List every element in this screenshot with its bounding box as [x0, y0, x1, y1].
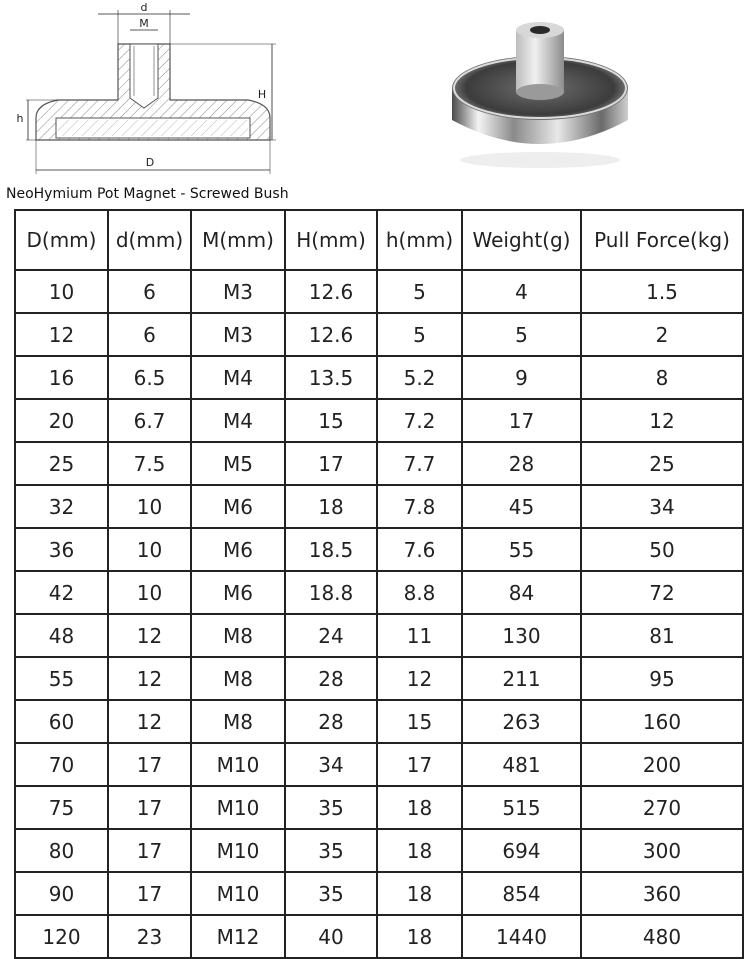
table-cell: 18: [285, 485, 377, 528]
table-cell: 480: [581, 915, 743, 958]
table-row: [15, 915, 743, 958]
table-cell: 11: [377, 614, 462, 657]
column-header: d(mm): [108, 210, 191, 270]
table-cell: 28: [462, 442, 581, 485]
table-cell: 7.2: [377, 399, 462, 442]
specification-table: [14, 209, 744, 959]
table-cell: 7.5: [108, 442, 191, 485]
column-header: M(mm): [191, 210, 285, 270]
table-cell: 24: [285, 614, 377, 657]
column-header: D(mm): [15, 210, 108, 270]
table-cell: 10: [108, 485, 191, 528]
table-cell: 9: [462, 356, 581, 399]
table-row: [15, 442, 743, 485]
table-cell: 70: [15, 743, 108, 786]
table-row: [15, 485, 743, 528]
table-row: [15, 528, 743, 571]
table-cell: 28: [285, 657, 377, 700]
table-row: [15, 829, 743, 872]
table-cell: M4: [191, 399, 285, 442]
table-cell: 45: [462, 485, 581, 528]
table-cell: 12.6: [285, 313, 377, 356]
table-cell: M8: [191, 657, 285, 700]
table-cell: 7.7: [377, 442, 462, 485]
table-cell: 40: [285, 915, 377, 958]
table-cell: 160: [581, 700, 743, 743]
table-cell: 6.5: [108, 356, 191, 399]
table-row: [15, 700, 743, 743]
table-row: [15, 743, 743, 786]
table-cell: M6: [191, 571, 285, 614]
table-row: [15, 270, 743, 313]
table-cell: M3: [191, 270, 285, 313]
dim-label-h-lower: h: [16, 112, 24, 125]
table-cell: 5: [377, 270, 462, 313]
table-cell: 36: [15, 528, 108, 571]
table-cell: M10: [191, 786, 285, 829]
table-cell: 4: [462, 270, 581, 313]
table-cell: 48: [15, 614, 108, 657]
table-cell: 1.5: [581, 270, 743, 313]
table-cell: 18: [377, 786, 462, 829]
table-cell: 55: [462, 528, 581, 571]
table-cell: 12.6: [285, 270, 377, 313]
table-cell: 16: [15, 356, 108, 399]
table-cell: 130: [462, 614, 581, 657]
table-cell: 17: [108, 786, 191, 829]
table-cell: 6: [108, 270, 191, 313]
table-cell: 5.2: [377, 356, 462, 399]
table-cell: M3: [191, 313, 285, 356]
table-cell: 42: [15, 571, 108, 614]
table-cell: 72: [581, 571, 743, 614]
table-cell: 1440: [462, 915, 581, 958]
table-cell: 55: [15, 657, 108, 700]
column-header: Weight(g): [462, 210, 581, 270]
table-cell: M8: [191, 700, 285, 743]
table-cell: 17: [108, 743, 191, 786]
table-cell: 18: [377, 829, 462, 872]
table-cell: 84: [462, 571, 581, 614]
table-cell: 32: [15, 485, 108, 528]
table-row: [15, 356, 743, 399]
column-header: H(mm): [285, 210, 377, 270]
column-header: Pull Force(kg): [581, 210, 743, 270]
table-cell: 80: [15, 829, 108, 872]
table-cell: 13.5: [285, 356, 377, 399]
dim-label-d-outer: D: [145, 156, 155, 169]
table-cell: 8: [581, 356, 743, 399]
table-cell: 18: [377, 915, 462, 958]
table-cell: 2: [581, 313, 743, 356]
table-cell: M6: [191, 485, 285, 528]
table-cell: 35: [285, 872, 377, 915]
cross-section-diagram: [0, 0, 300, 180]
table-cell: 481: [462, 743, 581, 786]
table-cell: 515: [462, 786, 581, 829]
table-cell: 75: [15, 786, 108, 829]
table-cell: 10: [108, 528, 191, 571]
table-cell: 18.8: [285, 571, 377, 614]
table-cell: 15: [285, 399, 377, 442]
table-cell: 12: [15, 313, 108, 356]
dim-label-h-upper: H: [257, 88, 267, 101]
table-cell: 10: [15, 270, 108, 313]
table-cell: 694: [462, 829, 581, 872]
table-cell: 8.8: [377, 571, 462, 614]
table-cell: 270: [581, 786, 743, 829]
table-cell: 34: [285, 743, 377, 786]
table-cell: 25: [15, 442, 108, 485]
dim-label-m: M: [139, 17, 149, 30]
table-cell: 18.5: [285, 528, 377, 571]
table-cell: 6: [108, 313, 191, 356]
table-cell: 120: [15, 915, 108, 958]
table-caption: NeoHymium Pot Magnet - Screwed Bush: [6, 186, 289, 202]
table-cell: 15: [377, 700, 462, 743]
table-row: [15, 399, 743, 442]
table-cell: M6: [191, 528, 285, 571]
table-cell: 300: [581, 829, 743, 872]
table-cell: 17: [285, 442, 377, 485]
table-cell: 35: [285, 786, 377, 829]
table-cell: 12: [108, 657, 191, 700]
table-cell: M4: [191, 356, 285, 399]
table-cell: 18: [377, 872, 462, 915]
table-cell: 10: [108, 571, 191, 614]
table-cell: 28: [285, 700, 377, 743]
table-cell: 12: [108, 614, 191, 657]
table-cell: M8: [191, 614, 285, 657]
table-cell: 81: [581, 614, 743, 657]
table-cell: 34: [581, 485, 743, 528]
table-body: [15, 270, 743, 958]
table-cell: 12: [581, 399, 743, 442]
table-cell: 35: [285, 829, 377, 872]
table-cell: 60: [15, 700, 108, 743]
table-cell: 23: [108, 915, 191, 958]
table-cell: 263: [462, 700, 581, 743]
table-cell: 17: [108, 829, 191, 872]
dim-label-d: d: [140, 1, 148, 14]
table-cell: 854: [462, 872, 581, 915]
table-cell: 12: [377, 657, 462, 700]
table-cell: 50: [581, 528, 743, 571]
table-row: [15, 657, 743, 700]
table-cell: 211: [462, 657, 581, 700]
table-cell: 5: [377, 313, 462, 356]
table-cell: 95: [581, 657, 743, 700]
table-cell: 6.7: [108, 399, 191, 442]
table-cell: M10: [191, 829, 285, 872]
table-cell: M10: [191, 743, 285, 786]
table-cell: 25: [581, 442, 743, 485]
table-cell: 360: [581, 872, 743, 915]
table-cell: 17: [462, 399, 581, 442]
table-row: [15, 786, 743, 829]
table-cell: 90: [15, 872, 108, 915]
table-cell: M5: [191, 442, 285, 485]
table-header-row: [15, 210, 743, 270]
table-cell: M10: [191, 872, 285, 915]
column-header: h(mm): [377, 210, 462, 270]
table-row: [15, 614, 743, 657]
table-row: [15, 571, 743, 614]
table-cell: 17: [377, 743, 462, 786]
table-cell: 200: [581, 743, 743, 786]
table-row: [15, 872, 743, 915]
product-photo: [440, 20, 640, 170]
table-row: [15, 313, 743, 356]
table-cell: 20: [15, 399, 108, 442]
table-cell: M12: [191, 915, 285, 958]
table-cell: 12: [108, 700, 191, 743]
table-cell: 17: [108, 872, 191, 915]
table-cell: 7.6: [377, 528, 462, 571]
table-cell: 7.8: [377, 485, 462, 528]
table-cell: 5: [462, 313, 581, 356]
